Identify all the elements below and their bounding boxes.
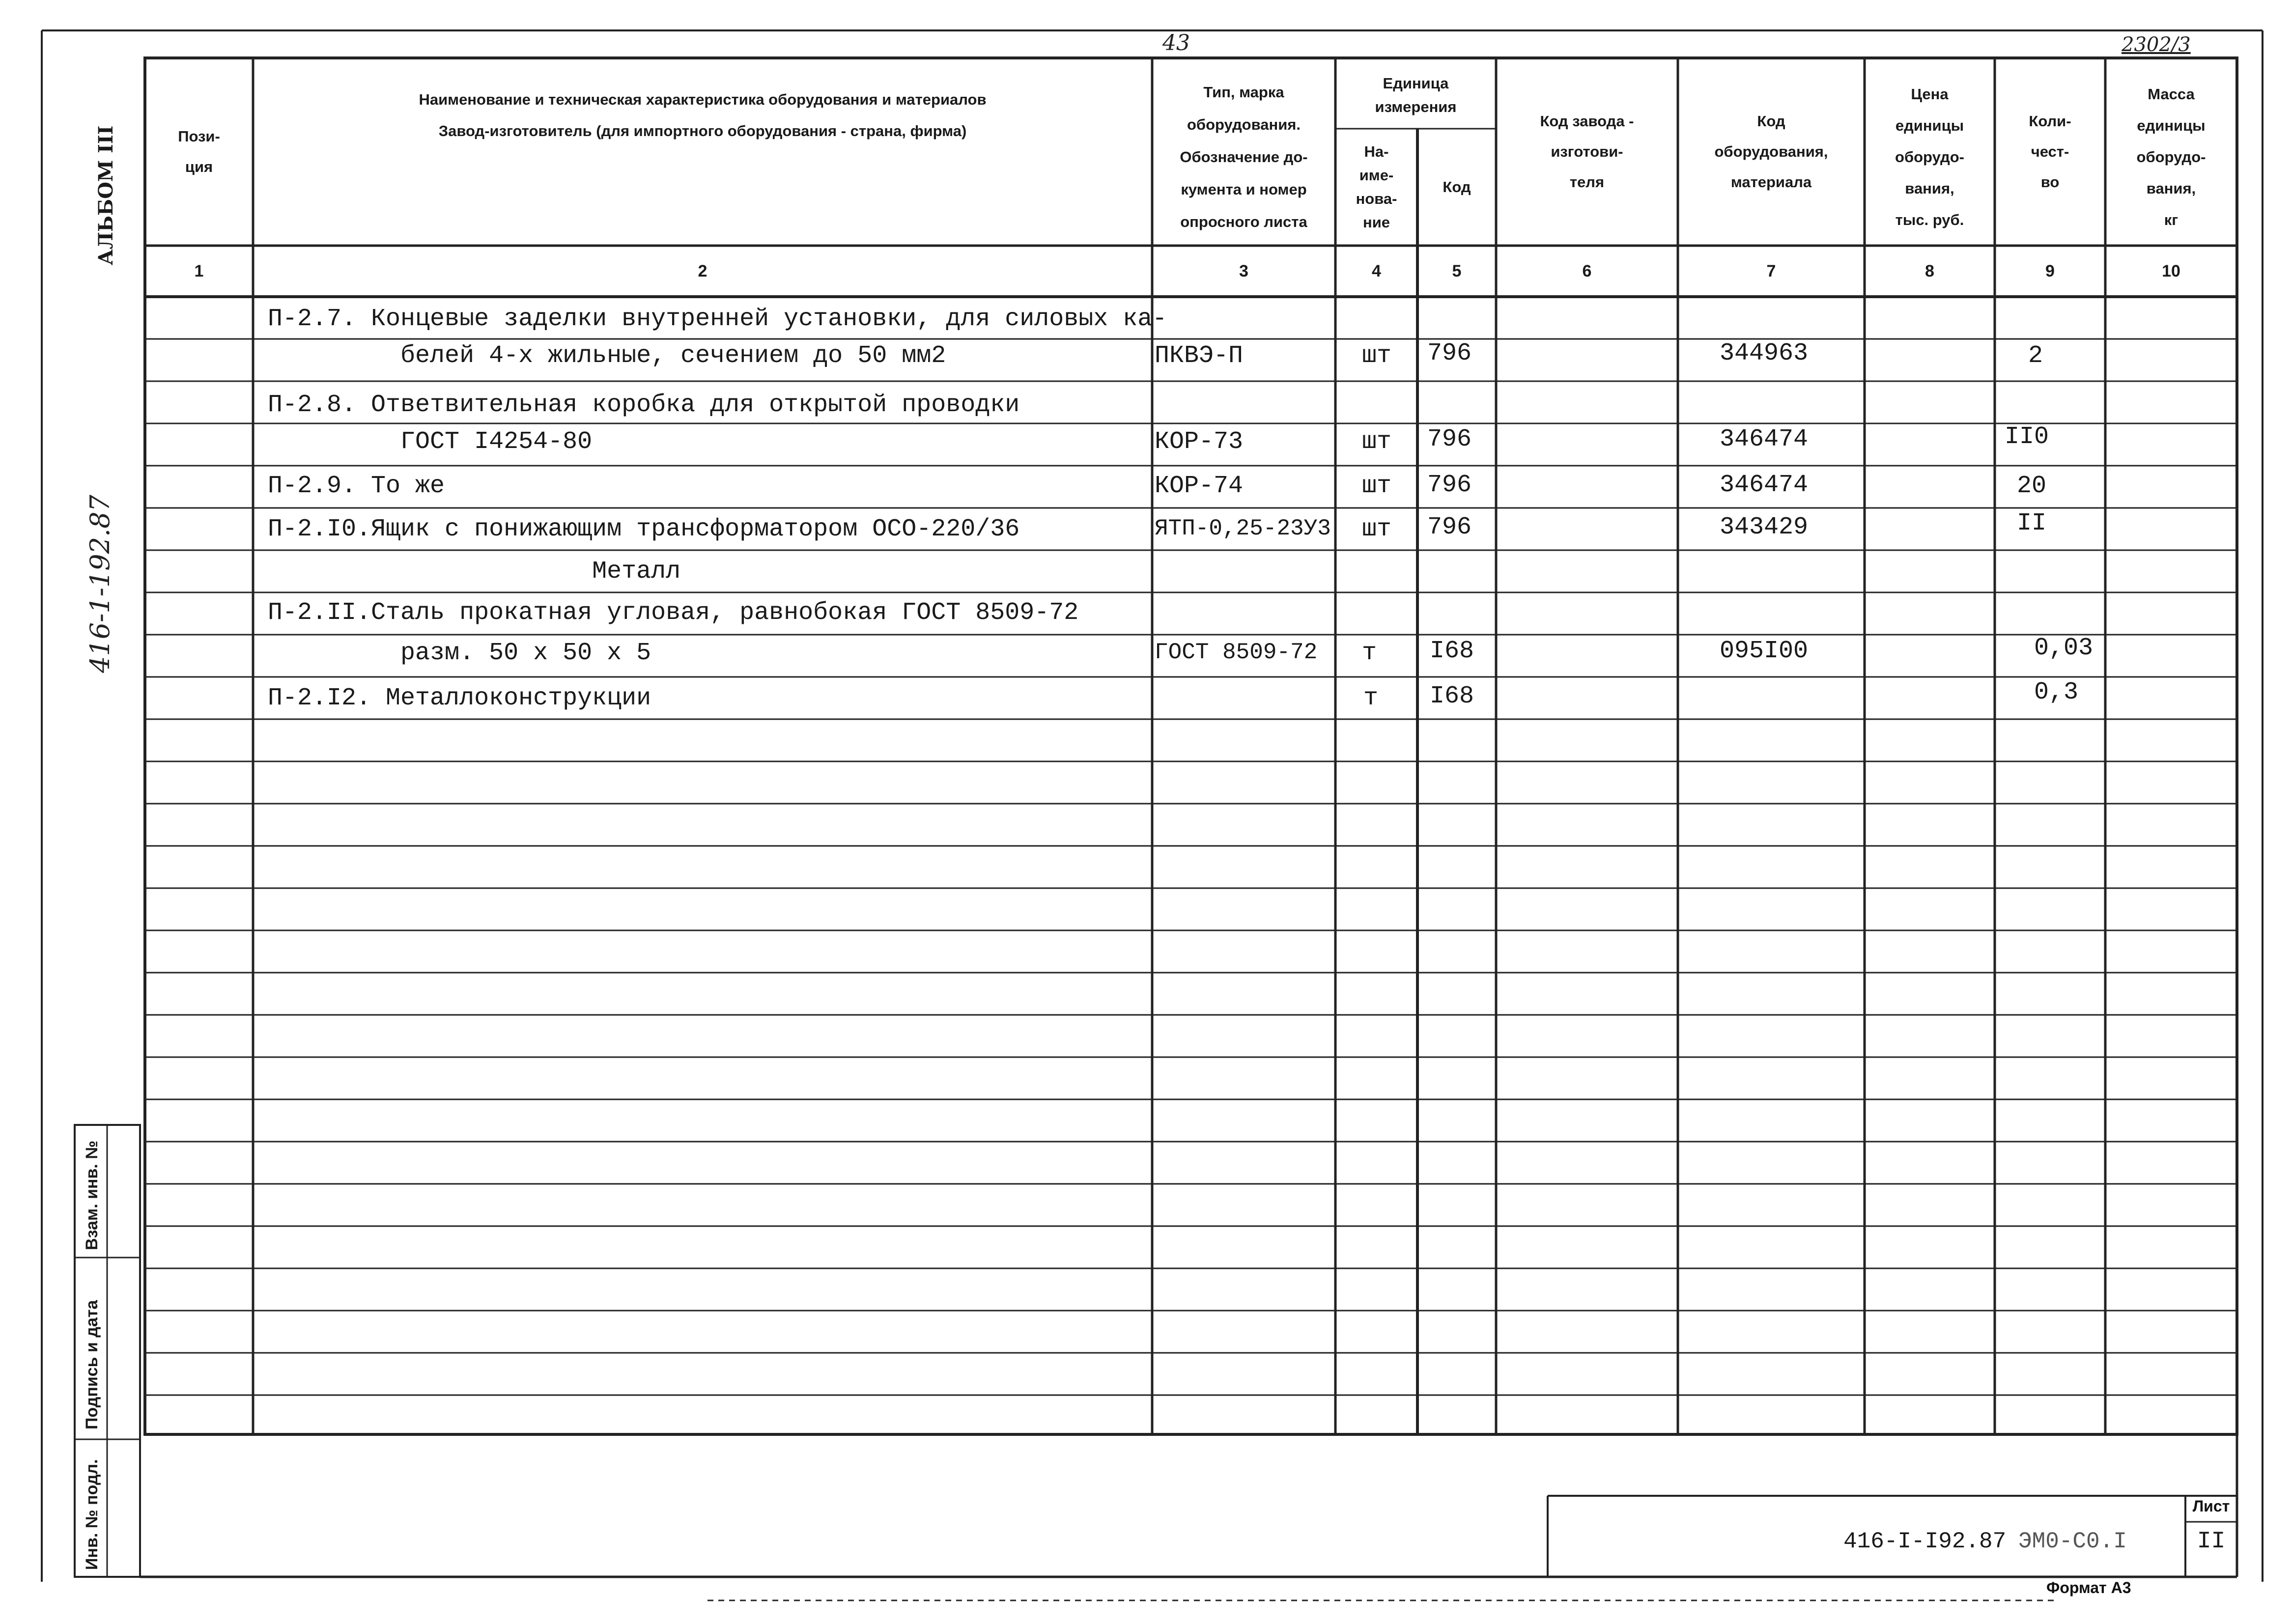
- document-designation: 416-I-I92.87: [1843, 1529, 2007, 1554]
- item-unit-code: I68: [1430, 637, 1474, 665]
- section-title: Металл: [268, 558, 681, 586]
- header-quantity: Коли- чест- во: [2029, 112, 2071, 191]
- item-quantity: II0: [2005, 423, 2049, 451]
- item-unit-code: I68: [1430, 682, 1474, 710]
- header-factory-code: Код завода - изготови- теля: [1540, 112, 1634, 191]
- item-unit-code: 796: [1427, 425, 1472, 453]
- page-number: 43: [1162, 30, 1190, 56]
- signature-date-label: Подпись и дата: [83, 1300, 101, 1429]
- item-unit-code: 796: [1427, 471, 1472, 499]
- item-unit: т: [1362, 639, 1377, 667]
- item-name: ГОСТ I4254-80: [268, 428, 593, 456]
- header-type: Тип, марка оборудования. Обозначение до- кумента и номер опросного листа: [1180, 84, 1308, 230]
- sheet-label: Лист: [2192, 1497, 2230, 1515]
- item-unit: шт: [1362, 472, 1392, 500]
- document-code: ЭМ0-С0.I: [2018, 1529, 2127, 1554]
- header-equipment-code: Код оборудования, материала: [1714, 112, 1828, 191]
- item-name: П-2.I0.Ящик с понижающим трансформатором ОСО-220/36: [268, 515, 1020, 543]
- item-equipment-code: 346474: [1720, 471, 1809, 499]
- item-quantity: 20: [2017, 472, 2047, 500]
- album-label: АЛЬБОМ III: [94, 125, 117, 265]
- column-number: 1: [194, 262, 204, 280]
- archive-number: 2302/3: [2122, 33, 2191, 56]
- header-position: Пози- ция: [178, 128, 220, 175]
- column-number: 9: [2045, 262, 2055, 280]
- header-unit-code: Код: [1443, 178, 1471, 196]
- header-unit-name: На- име- нова- ние: [1356, 143, 1397, 231]
- format-label: Формат А3: [2046, 1579, 2131, 1596]
- item-type: КОР-73: [1155, 428, 1244, 456]
- item-equipment-code: 346474: [1720, 425, 1809, 453]
- column-number: 3: [1239, 262, 1248, 280]
- item-quantity: 2: [2028, 342, 2043, 370]
- item-name: П-2.7. Концевые заделки внутренней установки, для силовых ка-: [268, 305, 1167, 333]
- item-name: П-2.9. То же: [268, 472, 445, 500]
- item-name: П-2.II.Сталь прокатная угловая, равнобокая ГОСТ 8509-72: [268, 599, 1079, 627]
- column-number: 6: [1582, 262, 1592, 280]
- item-type: ПКВЭ-П: [1155, 342, 1244, 370]
- sheet-number: II: [2197, 1528, 2226, 1555]
- header-unit-group: Единица измерения: [1375, 74, 1457, 115]
- item-unit: т: [1363, 684, 1379, 712]
- column-number: 10: [2162, 262, 2180, 280]
- item-unit: шт: [1362, 428, 1392, 456]
- inv-original-label: Инв. № подл.: [83, 1459, 101, 1570]
- column-number: 5: [1452, 262, 1462, 280]
- item-quantity: II: [2017, 509, 2047, 537]
- header-mass: Масса единицы оборудо- вания, кг: [2136, 85, 2206, 228]
- item-type: ЯТП-0,25-23У3: [1155, 516, 1331, 541]
- item-equipment-code: 344963: [1720, 339, 1809, 367]
- item-equipment-code: 343429: [1720, 513, 1809, 541]
- item-unit: шт: [1362, 342, 1392, 370]
- item-name: белей 4-х жильные, сечением до 50 мм2: [268, 342, 946, 370]
- item-type: КОР-74: [1155, 472, 1244, 500]
- item-name: П-2.I2. Металлоконструкции: [268, 684, 651, 712]
- item-name: П-2.8. Ответвительная коробка для открытой проводки: [268, 391, 1020, 419]
- replaced-inv-label: Взам. инв. №: [83, 1140, 101, 1250]
- item-quantity: 0,3: [2034, 678, 2079, 706]
- item-unit-code: 796: [1427, 339, 1472, 367]
- side-designation: 416-1-192.87: [85, 495, 115, 673]
- header-price: Цена единицы оборудо- вания, тыс. руб.: [1895, 85, 1964, 228]
- item-quantity: 0,03: [2034, 634, 2094, 662]
- item-unit: шт: [1362, 515, 1392, 543]
- column-number: 4: [1372, 262, 1381, 280]
- item-type: ГОСТ 8509-72: [1155, 640, 1318, 665]
- header-name: Наименование и техническая характеристика оборудования и материалов Завод-изготовитель (для импортного оборудования - страна, фирма): [419, 91, 987, 140]
- item-equipment-code: 095I00: [1720, 637, 1809, 665]
- item-name: разм. 50 х 50 х 5: [268, 639, 651, 667]
- column-number: 7: [1766, 262, 1776, 280]
- item-unit-code: 796: [1427, 513, 1472, 541]
- column-number: 8: [1925, 262, 1934, 280]
- column-number: 2: [698, 262, 707, 280]
